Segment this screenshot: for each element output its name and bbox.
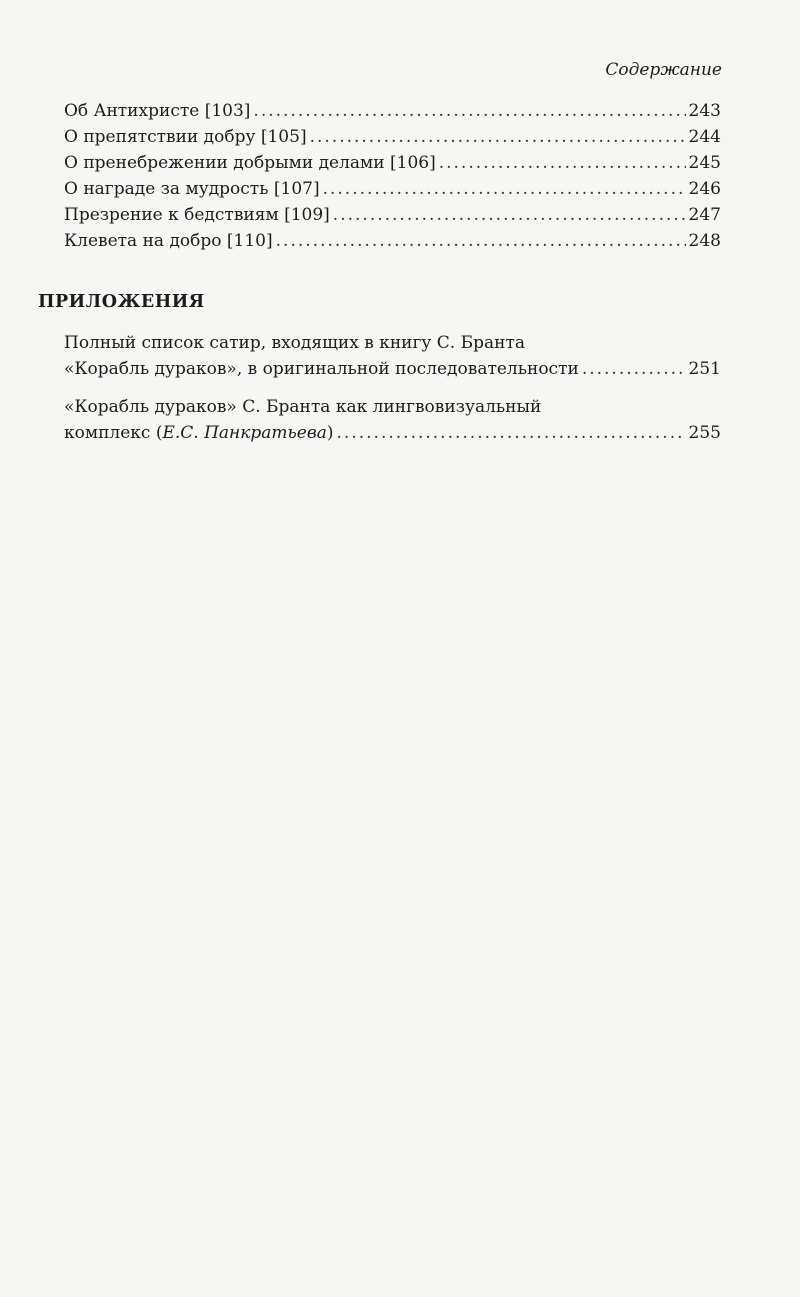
appendix-entry-line1: «Корабль дураков» С. Бранта как лингвовизуальный <box>64 397 542 417</box>
author-prefix: комплекс ( <box>64 423 163 443</box>
toc-entry-page: 244 <box>688 127 721 147</box>
toc-entry <box>64 202 721 228</box>
author-suffix: ) <box>326 423 334 443</box>
toc-entry <box>64 98 721 124</box>
appendix-entry-title <box>64 420 334 446</box>
appendix-entry <box>64 330 721 382</box>
toc-entry-page: 243 <box>688 101 721 121</box>
dot-leader <box>582 356 686 382</box>
toc-entry-page: 248 <box>688 231 721 251</box>
appendix-entry <box>64 394 721 446</box>
toc-entry <box>64 176 721 202</box>
toc-entry <box>64 124 721 150</box>
toc-entry-page: 247 <box>688 205 721 225</box>
section-heading: ПРИЛОЖЕНИЯ <box>38 292 205 312</box>
running-head: Содержание <box>605 60 722 80</box>
toc-entry-title: О награде за мудрость [107] <box>64 179 320 199</box>
dot-leader <box>310 124 686 150</box>
dot-leader <box>253 98 685 124</box>
toc-entry-page: 245 <box>688 153 721 173</box>
author-name: Е.С. Панкратьева <box>162 423 327 443</box>
dot-leader <box>337 420 686 446</box>
appendix-entry-page: 251 <box>688 359 721 379</box>
appendix-entry-title: «Корабль дураков», в оригинальной последовательности <box>64 359 579 379</box>
toc-entry-title: О препятствии добру [105] <box>64 127 307 147</box>
toc-entry-title: Клевета на добро [110] <box>64 231 273 251</box>
dot-leader <box>323 176 686 202</box>
toc-entry-title: Презрение к бедствиям [109] <box>64 205 330 225</box>
appendix-entry-page: 255 <box>688 423 721 443</box>
appendix-entry-line2 <box>64 356 721 382</box>
dot-leader <box>333 202 686 228</box>
toc-entry-page: 246 <box>688 179 721 199</box>
appendix-entry-line2 <box>64 420 721 446</box>
dot-leader <box>439 150 686 176</box>
dot-leader <box>276 228 686 254</box>
toc-entry-title: Об Антихристе [103] <box>64 101 251 121</box>
toc-entry-title: О пренебрежении добрыми делами [106] <box>64 153 436 173</box>
appendix-entry-line1: Полный список сатир, входящих в книгу С. Бранта <box>64 333 525 353</box>
toc-entry <box>64 150 721 176</box>
toc-list <box>64 98 721 254</box>
toc-entry <box>64 228 721 254</box>
